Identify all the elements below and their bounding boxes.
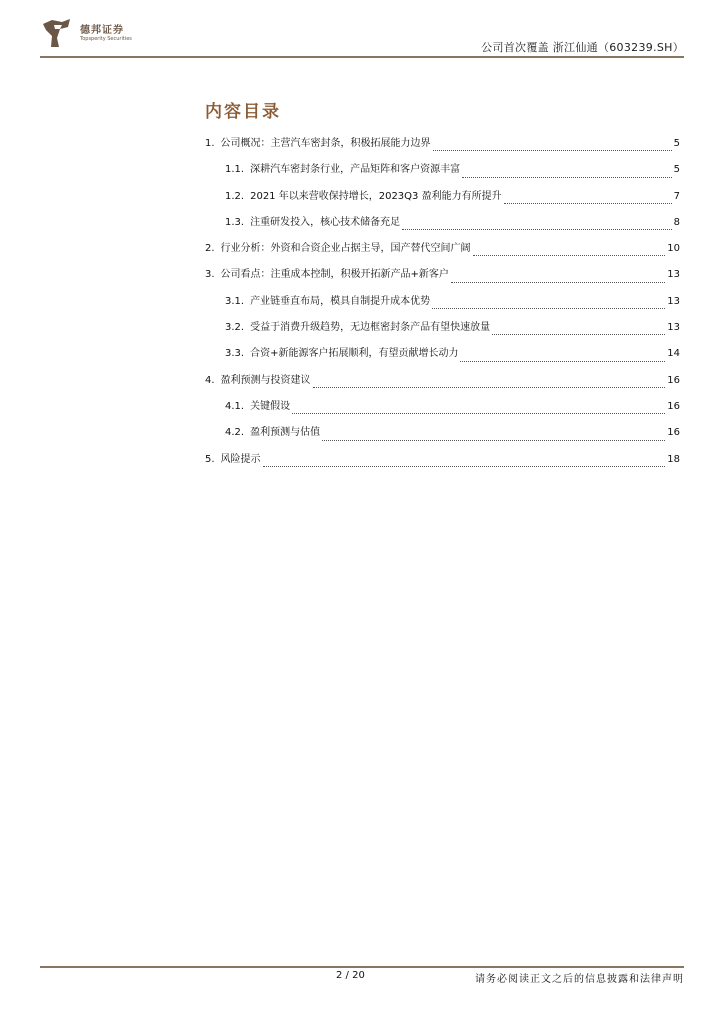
toc-title: 内容目录 [205,102,281,122]
toc-entry-title: 合资+新能源客户拓展顺利，有望贡献增长动力 [250,348,459,360]
toc-entry[interactable] [205,344,680,370]
logo-emblem-icon [40,16,74,50]
toc-entry-number: 4.2. [225,427,245,439]
toc-entry-title: 关键假设 [250,400,291,412]
toc-entry-number: 5. [205,453,215,465]
toc-entry-number: 3.2. [225,322,245,334]
toc-entry-page: 8 [673,216,680,228]
toc-entry-page: 13 [667,322,680,334]
toc-dot-leader [292,412,665,414]
toc-entry[interactable] [205,371,680,397]
footer-divider [40,966,684,968]
toc-entry[interactable] [205,265,680,291]
toc-entry[interactable] [205,134,680,160]
toc-entry[interactable] [205,213,680,239]
toc-entry-page: 14 [667,348,680,360]
toc-dot-leader [451,281,665,283]
toc-dot-leader [492,333,665,335]
toc-entry[interactable] [205,160,680,186]
logo-text-en: Topsperity Securities [80,36,132,42]
toc-dot-leader [263,465,666,467]
toc-dot-leader [402,228,672,230]
toc-entry[interactable] [205,397,680,423]
toc-entry-title: 行业分析：外资和合资企业占据主导，国产替代空间广阔 [220,243,471,255]
toc-dot-leader [462,176,672,178]
toc-entry-page: 5 [673,138,680,149]
logo-text-cn: 德邦证券 [80,25,124,36]
toc-entry-page: 13 [667,269,680,281]
toc-entry-page: 16 [667,427,680,439]
toc-entry-number: 3. [205,269,215,281]
toc-entry[interactable] [205,239,680,265]
toc-entry[interactable] [205,292,680,318]
toc-entry-page: 7 [673,190,680,202]
toc-entry[interactable] [205,450,680,476]
toc-dot-leader [432,307,665,309]
page-number: 2 / 20 [336,970,365,981]
legal-notice: 请务必阅读正文之后的信息披露和法律声明 [475,974,684,985]
toc-entry-page: 16 [667,374,680,386]
toc-entry-title: 深耕汽车密封条行业，产品矩阵和客户资源丰富 [250,164,461,176]
toc-entry-number: 3.1. [225,295,245,307]
toc-entry-number: 1.2. [225,190,245,202]
toc-entry-page: 10 [667,243,680,255]
toc-dot-leader [473,254,666,256]
toc-list [205,134,680,476]
toc-dot-leader [433,149,672,151]
toc-entry[interactable] [205,187,680,213]
toc-entry-title: 公司看点：注重成本控制，积极开拓新产品+新客户 [220,269,449,281]
header-divider [40,56,684,58]
toc-entry-page: 13 [667,295,680,307]
toc-entry[interactable] [205,318,680,344]
toc-entry-number: 1.1. [225,164,245,176]
toc-entry-title: 公司概况：主营汽车密封条，积极拓展能力边界 [220,138,431,149]
toc-entry-title: 2021 年以来营收保持增长，2023Q3 盈利能力有所提升 [250,190,502,202]
toc-entry-page: 5 [673,164,680,176]
toc-entry-title: 盈利预测与估值 [250,427,321,439]
toc-entry-title: 受益于消费升级趋势，无边框密封条产品有望快速放量 [250,322,491,334]
toc-entry[interactable] [205,423,680,449]
toc-dot-leader [322,439,665,441]
toc-dot-leader [313,386,666,388]
toc-entry-number: 1.3. [225,216,245,228]
toc-dot-leader [460,360,665,362]
toc-entry-title: 注重研发投入，核心技术储备充足 [250,216,401,228]
toc-entry-title: 风险提示 [220,453,261,465]
toc-entry-title: 产业链垂直布局，模具自制提升成本优势 [250,295,431,307]
toc-entry-number: 1. [205,138,215,149]
toc-dot-leader [504,202,672,204]
toc-entry-number: 4. [205,374,215,386]
toc-entry-title: 盈利预测与投资建议 [220,374,311,386]
brand-logo [40,16,150,50]
toc-entry-page: 18 [667,453,680,465]
toc-entry-number: 3.3. [225,348,245,360]
toc-entry-number: 2. [205,243,215,255]
toc-entry-number: 4.1. [225,400,245,412]
report-header-label: 公司首次覆盖 浙江仙通（603239.SH） [481,41,684,54]
toc-entry-page: 16 [667,400,680,412]
